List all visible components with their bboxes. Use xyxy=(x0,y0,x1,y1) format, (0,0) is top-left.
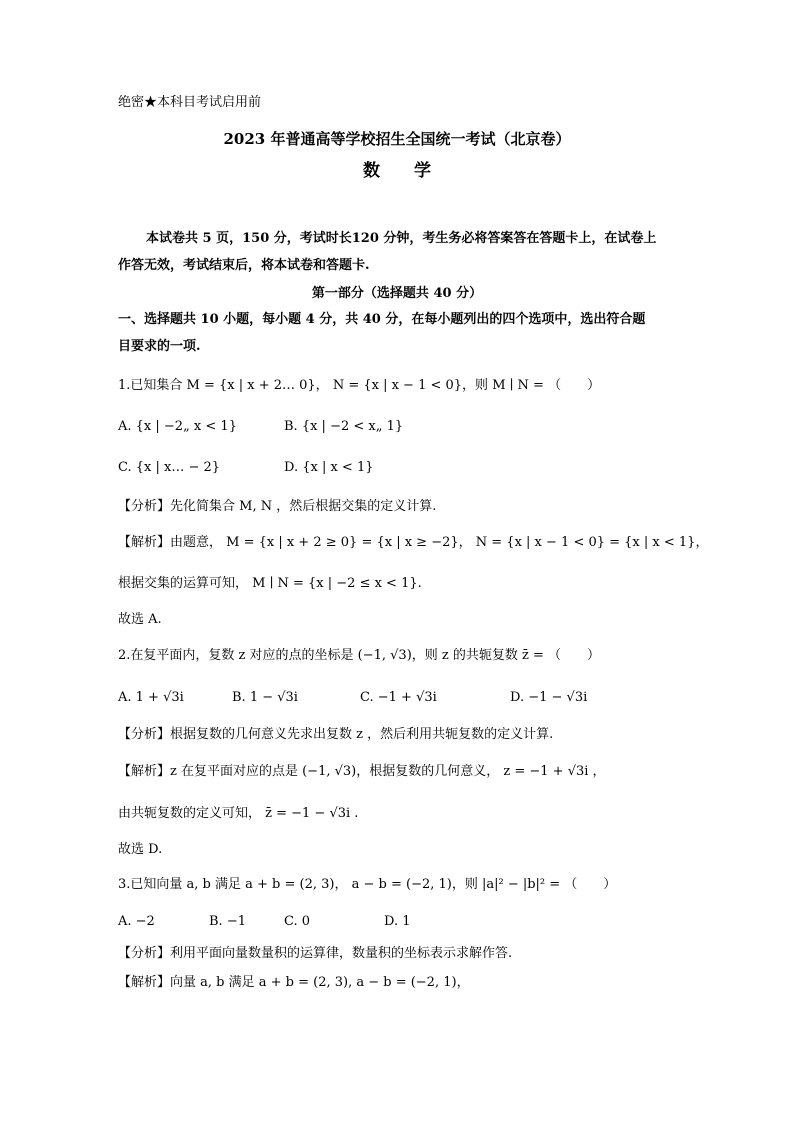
question-3-stem: 3.已知向量 a, b 满足 a + b = (2, 3)， a − b = (−2, 1)，则 |a|² − |b|² = （ ） xyxy=(118,877,617,892)
question-3-option-b: B. −1 xyxy=(209,914,246,929)
question-1-option-a: A. {x | −2„ x < 1} xyxy=(118,419,237,434)
question-2-option-d: D. −1 − √3i xyxy=(510,690,588,705)
exam-title: 2023 年普通高等学校招生全国统一考试（北京卷） xyxy=(223,130,571,148)
section-one-line-1: 一、选择题共 10 小题，每小题 4 分，共 40 分，在每小题列出的四个选项中，选出符合题 xyxy=(118,312,646,327)
question-3-analysis: 【分析】利用平面向量数量积的运算律，数量积的坐标表示求解作答. xyxy=(118,946,513,961)
question-3-solution-1: 【解析】向量 a, b 满足 a + b = (2, 3), a − b = (−2, 1)， xyxy=(118,975,470,990)
question-2-analysis: 【分析】根据复数的几何意义先求出复数 z ，然后利用共轭复数的定义计算. xyxy=(118,727,554,742)
question-2-stem: 2.在复平面内，复数 z 对应的点的坐标是 (−1, √3)，则 z 的共轭复数 z̄ = （ ） xyxy=(118,648,601,663)
intro-line-1: 本试卷共 5 页，150 分，考试时长120 分钟，考生务必将答案答在答题卡上，在试卷上 xyxy=(146,231,657,246)
section-one-line-2: 目要求的一项. xyxy=(118,339,201,354)
question-1-option-d: D. {x | x < 1} xyxy=(284,460,374,475)
question-1-analysis: 【分析】先化简集合 M, N ，然后根据交集的定义计算. xyxy=(118,499,437,514)
intro-line-2: 作答无效，考试结束后，将本试卷和答题卡. xyxy=(118,258,370,273)
question-2-solution-1: 【解析】z 在复平面对应的点是 (−1, √3)，根据复数的几何意义， z = −1 + √3i ， xyxy=(118,764,606,779)
question-1-answer: 故选 A. xyxy=(118,612,162,627)
part-one-heading: 第一部分（选择题共 40 分） xyxy=(311,286,483,301)
question-2-option-c: C. −1 + √3i xyxy=(360,690,437,705)
question-1-solution-1: 【解析】由题意， M = {x | x + 2 ≥ 0} = {x | x ≥ −2}， N = {x | x − 1 < 0} = {x | x < 1}， xyxy=(118,535,709,550)
question-1-stem: 1.已知集合 M = {x | x + 2… 0}， N = {x | x − 1 < 0}，则 M ∣ N = （ ） xyxy=(118,378,601,393)
question-3-option-c: C. 0 xyxy=(284,914,311,929)
question-2-answer: 故选 D. xyxy=(118,842,163,857)
question-3-option-d: D. 1 xyxy=(384,914,411,929)
subject-title: 数 学 xyxy=(363,161,431,181)
question-2-option-b: B. 1 − √3i xyxy=(232,690,298,705)
question-2-solution-2: 由共轭复数的定义可知， z̄ = −1 − √3i . xyxy=(118,806,359,821)
question-3-option-a: A. −2 xyxy=(118,914,155,929)
confidential-note: 绝密★本科目考试启用前 xyxy=(118,95,262,110)
question-1-solution-2: 根据交集的运算可知， M ∣ N = {x | −2 ≤ x < 1}. xyxy=(118,576,422,591)
question-1-option-c: C. {x | x… − 2} xyxy=(118,460,221,475)
question-2-option-a: A. 1 + √3i xyxy=(118,690,184,705)
question-1-option-b: B. {x | −2 < x„ 1} xyxy=(284,419,404,434)
